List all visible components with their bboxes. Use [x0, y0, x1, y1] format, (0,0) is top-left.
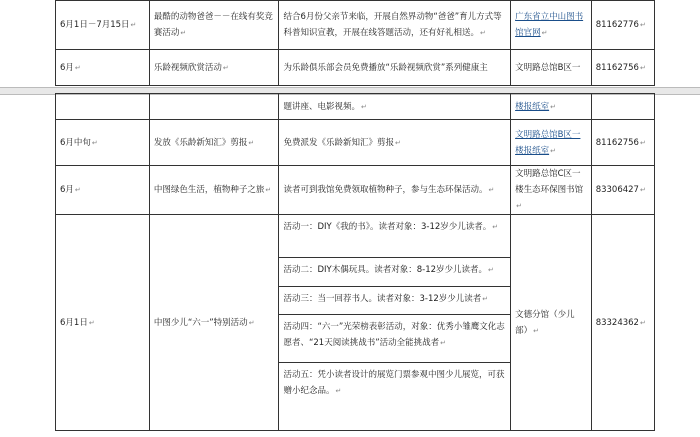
place-cell: 文明路总馆B区一楼报纸室↵ [511, 120, 592, 166]
place-cell: 文明路总馆B区一 [511, 50, 592, 86]
desc-cell: 结合6月份父亲节来临，开展自然界动物“爸爸”育儿方式等科普知识宣教，开展在线答题活动，还有好礼相送。↵ [279, 1, 511, 50]
phone-cell: 81162756↵ [591, 120, 654, 166]
phone-cell: 83324362↵ [591, 215, 654, 431]
desc-cell: 读者可到我馆免费领取植物种子，参与生态环保活动。↵ [279, 166, 511, 215]
title-cell: 发放《乐龄新知汇》剪报↵ [149, 120, 279, 166]
table-row [56, 94, 655, 120]
phone-cell: 81162776↵ [591, 1, 654, 50]
place-cell: 文明路总馆C区一楼生态环保图书馆↵ [511, 166, 592, 215]
activity-item: 活动五：凭小读者设计的展览门票参观中图少儿展览，可获赠小纪念品。↵ [283, 370, 505, 396]
date-cell: 6月1日↵ [56, 215, 150, 431]
activity-item: 活动一：DIY《我的书》。读者对象：3-12岁少儿读者。↵ [279, 215, 510, 258]
activities-cell [279, 215, 511, 431]
place-cell[interactable]: 广东省立中山图书馆官网↵ [511, 1, 592, 50]
title-cell [149, 94, 279, 120]
table-row [56, 166, 655, 215]
title-cell: 中图少儿“六一”特别活动↵ [149, 215, 279, 431]
desc-cell: 题讲座、电影视频。↵ [279, 94, 511, 120]
date-cell: 6月中旬↵ [56, 120, 150, 166]
desc-cell: 为乐龄俱乐部会员免费播放“乐龄视频欣赏”系列健康主 [279, 50, 511, 86]
activity-item: 活动四：“六一”光荣榜表彰活动，对象：优秀小雏鹰文化志愿者、“21天阅读挑战书”活动全能挑战者↵ [279, 315, 510, 363]
table-row [56, 120, 655, 166]
date-cell: 6月↵ [56, 50, 150, 86]
activity-table-page1 [55, 0, 655, 86]
phone-cell: 81162756↵ [591, 50, 654, 86]
activity-table-page2 [55, 93, 655, 431]
activity-item: 活动三：当一回荐书人。读者对象：3-12岁少儿读者↵ [279, 287, 510, 315]
phone-cell [591, 94, 654, 120]
title-cell: 最酷的动物爸爸－－在线有奖竞赛活动↵ [149, 1, 279, 50]
title-cell: 乐龄视频欣赏活动↵ [149, 50, 279, 86]
place-cell: 文德分馆（少儿部）↵ [511, 215, 592, 431]
phone-cell: 83306427↵ [591, 166, 654, 215]
table-row [56, 215, 655, 431]
date-cell: 6月↵ [56, 166, 150, 215]
date-cell [56, 94, 150, 120]
table-row [56, 1, 655, 50]
place-cell: 楼报纸室↵ [511, 94, 592, 120]
table-row [56, 50, 655, 86]
desc-cell: 免费派发《乐龄新知汇》剪报↵ [279, 120, 511, 166]
date-cell: 6月1日－7月15日↵ [56, 1, 150, 50]
title-cell: 中图绿色生活，植物种子之旅↵ [149, 166, 279, 215]
activity-item: 活动二：DIY木偶玩具。读者对象：8-12岁少儿读者。↵ [279, 258, 510, 287]
